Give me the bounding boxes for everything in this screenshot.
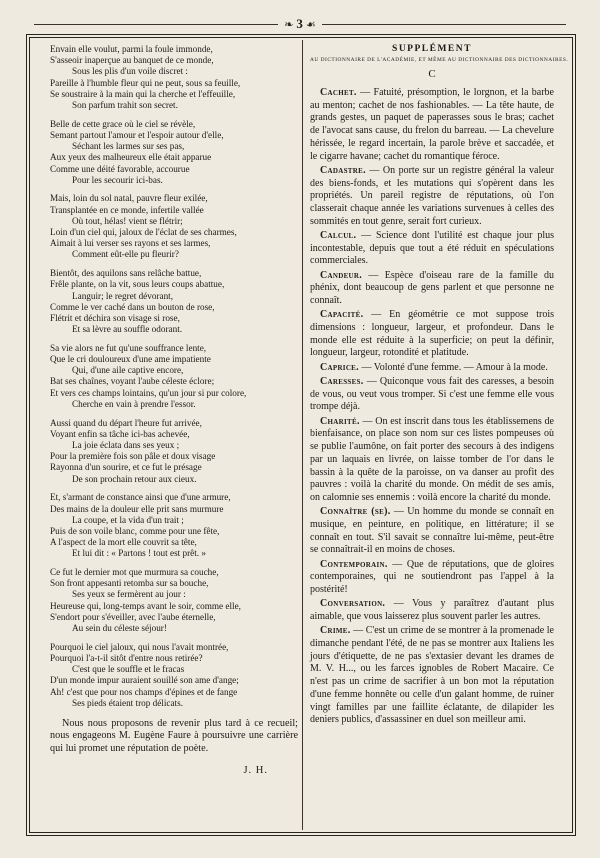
verse-line: Voyant enfin sa tâche ici-bas achevée,: [50, 428, 190, 439]
stanza-gap: [50, 634, 298, 642]
verse-line: Où tout, hélas! vient se flétrir;: [72, 215, 183, 226]
dictionary-entry: [310, 376, 554, 414]
stanza-gap: [50, 335, 298, 343]
verse-line: S'endort pour s'éveiller, avec l'aube éternelle,: [50, 611, 216, 622]
supplement-title: SUPPLÉMENT: [392, 44, 472, 54]
entry-term: Contemporain.: [320, 558, 388, 570]
entry-term: Conversation.: [320, 598, 386, 610]
dictionary-entry: [310, 625, 554, 727]
entry-term: Cadastre.: [320, 164, 366, 176]
supplement-column: [310, 44, 569, 729]
page-header: [28, 14, 572, 34]
entry-definition: — On porte sur un registre général la valeur des biens-fonds, et les mutations qui s'opèrent dans les propriétés. Un pareil registre de réputations, où l'on classerait chaque année les variations survenues à celles des sommités en tout genre, serait fort curieux.: [310, 164, 554, 227]
entry-definition: — En géométrie ce mot suppose trois dimensions : longueur, largeur, et profondeur. Dans le monde elle est réduite à la superficie; on peut la définir, longueur, largeur, rotondité et platitude.: [310, 309, 554, 359]
verse-line: Son front appesanti retomba sur sa bouche,: [50, 578, 209, 589]
entry-term: Cachet.: [320, 87, 357, 98]
entry-definition: — Vous y paraîtrez d'autant plus aimable, que vous laisserez plus souvent parler les autres.: [310, 598, 554, 623]
stanza-gap: [50, 485, 298, 493]
stanza-gap: [50, 261, 298, 269]
verse-line: Puis de son voile blanc, comme pour une fête,: [50, 525, 220, 536]
author-signature: J. H.: [243, 765, 268, 777]
stanza-gap: [50, 410, 298, 418]
verse-line: Comment eût-elle pu fleurir?: [72, 249, 179, 260]
entry-term: Caprice.: [320, 361, 359, 373]
verse-line: De son prochain retour aux cieux.: [72, 473, 197, 484]
entry-term: Caresses.: [320, 376, 364, 388]
verse-line: Semant partout l'amour et l'espoir autour d'elle,: [50, 129, 224, 140]
entry-definition: — Espèce d'oiseau rare de la famille du phénix, dont beaucoup de gens parlent et que personne ne connaît.: [310, 269, 554, 307]
header-rule-right: [322, 24, 566, 25]
verse-line: Pour la première fois son pâle et doux visage: [50, 451, 216, 462]
verse-line: Aimait à lui verser ses rayons et ses larmes,: [50, 238, 211, 249]
closing-paragraph: Nous nous proposons de revenir plus tard à ce recueil; nous engageons M. Eugène Faure à poursuivre une carrière qui lui promet une réputation de poète.: [50, 717, 298, 754]
verse-line: Au sein du céleste séjour!: [72, 623, 167, 634]
verse-line: Comme une déité favorable, accourue: [50, 163, 190, 174]
entry-term: Connaître (se).: [320, 506, 391, 518]
verse-line: La coupe, et la vida d'un trait ;: [72, 514, 184, 525]
verse-line: Sous les plis d'un voile discret :: [72, 66, 188, 77]
entry-definition: — Volonté d'une femme. — Amour à la mode.: [358, 361, 548, 373]
dictionary-entry: [310, 270, 554, 308]
verse-line: Séchant les larmes sur ses pas,: [72, 141, 185, 152]
verse-line: Envain elle voulut, parmi la foule immonde,: [50, 44, 213, 54]
entry-definition: — On est inscrit dans tous les établissemens de bienfaisance, on place son nom sur ces listes pompeuses où se publie l'aumône, on fait porter des secours à des indigens par un laquais en livrée, on laisse tomber de l'or dans le bassin à la quête de la paroisse, on va danser au profit des pauvres : voilà la charité du monde. On médit de ses amis, on calomnie ses ennemis : voilà encore la charité du monde.: [310, 415, 554, 503]
verse-line: C'est que le souffle et le fracas: [72, 664, 185, 675]
entry-term: Charité.: [320, 415, 360, 427]
verse-line: Bientôt, des aquilons sans relâche battue,: [50, 268, 202, 279]
dictionary-entry: [310, 362, 554, 375]
header-rule-left: [34, 24, 278, 25]
verse-line: Pourquoi l'a-t-il sitôt d'entre nous retirée?: [50, 652, 203, 663]
entry-definition: — Quiconque vous fait des caresses, a besoin de vous, ou veut vous tromper. Si c'est une femme elle vous trompe déjà.: [310, 376, 554, 413]
dictionary-entry: [310, 598, 554, 623]
dictionary-entry: [310, 230, 554, 268]
verse-line: Et sa lèvre au souffle odorant.: [72, 324, 183, 335]
dictionary-entry: [310, 559, 554, 597]
entry-term: Calcul.: [320, 229, 357, 241]
verse-line: Pour les secourir ici-bas.: [72, 174, 163, 185]
entry-definition: — Que de réputations, que de gloires contemporaines, qui ne soutiendront pas l'appel à la postérité!: [310, 558, 554, 596]
entry-term: Candeur.: [320, 269, 363, 281]
verse-line: Frêle plante, on la vit, sous leurs coups abattue,: [50, 279, 225, 290]
verse-line: La joie éclata dans ses yeux ;: [72, 440, 180, 450]
verse-line: Flétrit et déchira son visage si rose,: [50, 312, 180, 323]
verse-line: Aux yeux des malheureux elle était apparue: [50, 152, 212, 163]
entry-definition: — C'est un crime de se montrer à la promenade le dimanche pendant l'été, de ne pas se montrer aux Italiens les jours d'étiquette, de ne pas s'extasier devant les drames de M. V. H..., ou les farces ignobles de Robert Macaire. Ce n'est pas un crime de sacrifier à un bon mot la réputation d'une femme honnête ou celle d'un galant homme, de ruiner vingt familles par une faillite éclatante, de dilapider les deniers publics, d'assassiner en duel son meilleur ami.: [310, 625, 554, 726]
fleuron-left-icon: ❧: [284, 18, 294, 31]
verse-line: Belle de cette grace où le ciel se révèle,: [50, 118, 196, 129]
dictionary-entry: [310, 165, 554, 229]
verse-line: S'asseoir inaperçue au banquet de ce monde,: [50, 55, 214, 66]
entry-definition: — Fatuité, présomption, le lorgnon, et la barbe au menton; cachet de nos fashionables. — La tête haute, de grands gestes, un paquet de paperasses sous le bras; cachet de l'avocat sans cause, du frelon du barreau. — La chevelure hérissée, le regard incertain, la parole brève et saccadée, et le cigarre havane; cachet du romantique féroce.: [310, 87, 554, 162]
verse-line: Des mains de la douleur elle prit sans murmure: [50, 503, 224, 514]
stanza-gap: [50, 111, 298, 119]
entry-definition: — Un homme du monde se connaît en musique, en peinture, en politique, en littérature; il se connaît en tout. S'il savait se connaître lui-même, peut-être se connaîtrait-il en moins de choses.: [310, 506, 555, 556]
verse-line: Et, s'armant de constance ainsi que d'une armure,: [50, 492, 231, 503]
verse-line: Que le cri douloureux d'une ame impatiente: [50, 354, 211, 365]
verse-line: Et lui dit : « Partons ! tout est prêt. »: [72, 548, 206, 559]
verse-line: Pareille à l'humble fleur qui ne peut, sous sa feuille,: [50, 77, 241, 88]
verse-line: Heureuse qui, long-temps avant le soir, comme elle,: [50, 600, 241, 611]
verse-line: Aussi quand du départ l'heure fut arrivée,: [50, 417, 202, 428]
section-letter: C: [428, 68, 436, 80]
verse-line: Ses pieds étaient trop délicats.: [72, 697, 183, 708]
entry-definition: — Science dont l'utilité est chaque jour plus incontestable, depuis que tout a été réduit en spéculations commerciales.: [310, 229, 554, 267]
verse-line: D'un monde impur auraient souillé son ame d'ange;: [50, 675, 239, 686]
verse-line: Sa vie alors ne fut qu'une souffrance lente,: [50, 342, 207, 353]
verse-line: Ce fut le dernier mot que murmura sa couche,: [50, 567, 219, 578]
verse-line: Pourquoi le ciel jaloux, qui nous l'avait montrée,: [50, 641, 229, 652]
verse-line: Son parfum trahit son secret.: [72, 100, 178, 111]
entry-term: Crime.: [320, 625, 351, 637]
stanza-gap: [50, 186, 298, 194]
verse-line: Qui, d'une aile captive encore,: [72, 365, 184, 376]
dictionary-entry: [310, 416, 554, 505]
stanza-gap: [50, 560, 298, 568]
verse-line: A l'aspect de la mort elle couvrit sa tête,: [50, 537, 197, 548]
entry-term: Capacité.: [320, 309, 364, 321]
dictionary-entries: [310, 87, 554, 727]
column-divider: [302, 40, 303, 830]
dictionary-entry: [310, 309, 554, 360]
page-number: 3: [296, 16, 303, 31]
dictionary-entry: [310, 506, 554, 557]
verse-line: Languir; le regret dévorant,: [72, 290, 174, 301]
verse-line: Transplantée en ce monde, infertile vallée: [50, 204, 204, 215]
verse-line: Cherche en vain à prendre l'essor.: [72, 398, 196, 409]
verse-line: Rayonna d'un sourire, et ce fut le présage: [50, 462, 202, 473]
verse-line: Se soustraire à la main qui la cherche et l'effeuille,: [50, 88, 236, 99]
verse-line: Loin d'un ciel qui, jaloux de l'éclat de ses charmes,: [50, 227, 237, 238]
supplement-subtitle: AU DICTIONNAIRE DE L'ACADÉMIE, ET MÊME AU DICTIONNAIRE DES DICTIONNAIRES.: [310, 57, 569, 63]
verse-line: Comme le ver caché dans un bouton de rose,: [50, 301, 215, 312]
verse-line: Bat ses chaînes, voyant l'aube céleste éclore;: [50, 376, 215, 387]
fleuron-right-icon: ☙: [305, 18, 316, 31]
verse-line: Et vers ces champs lointains, qu'un jour si pur colore,: [50, 387, 247, 398]
verse-line: Ah! c'est que pour nos champs d'épines et de fange: [50, 686, 238, 697]
poem: [50, 44, 298, 709]
verse-line: Ses yeux se fermèrent au jour :: [72, 589, 186, 600]
verse-line: Mais, loin du sol natal, pauvre fleur exilée,: [50, 193, 208, 204]
poem-column: [50, 44, 298, 777]
dictionary-entry: [310, 87, 554, 163]
